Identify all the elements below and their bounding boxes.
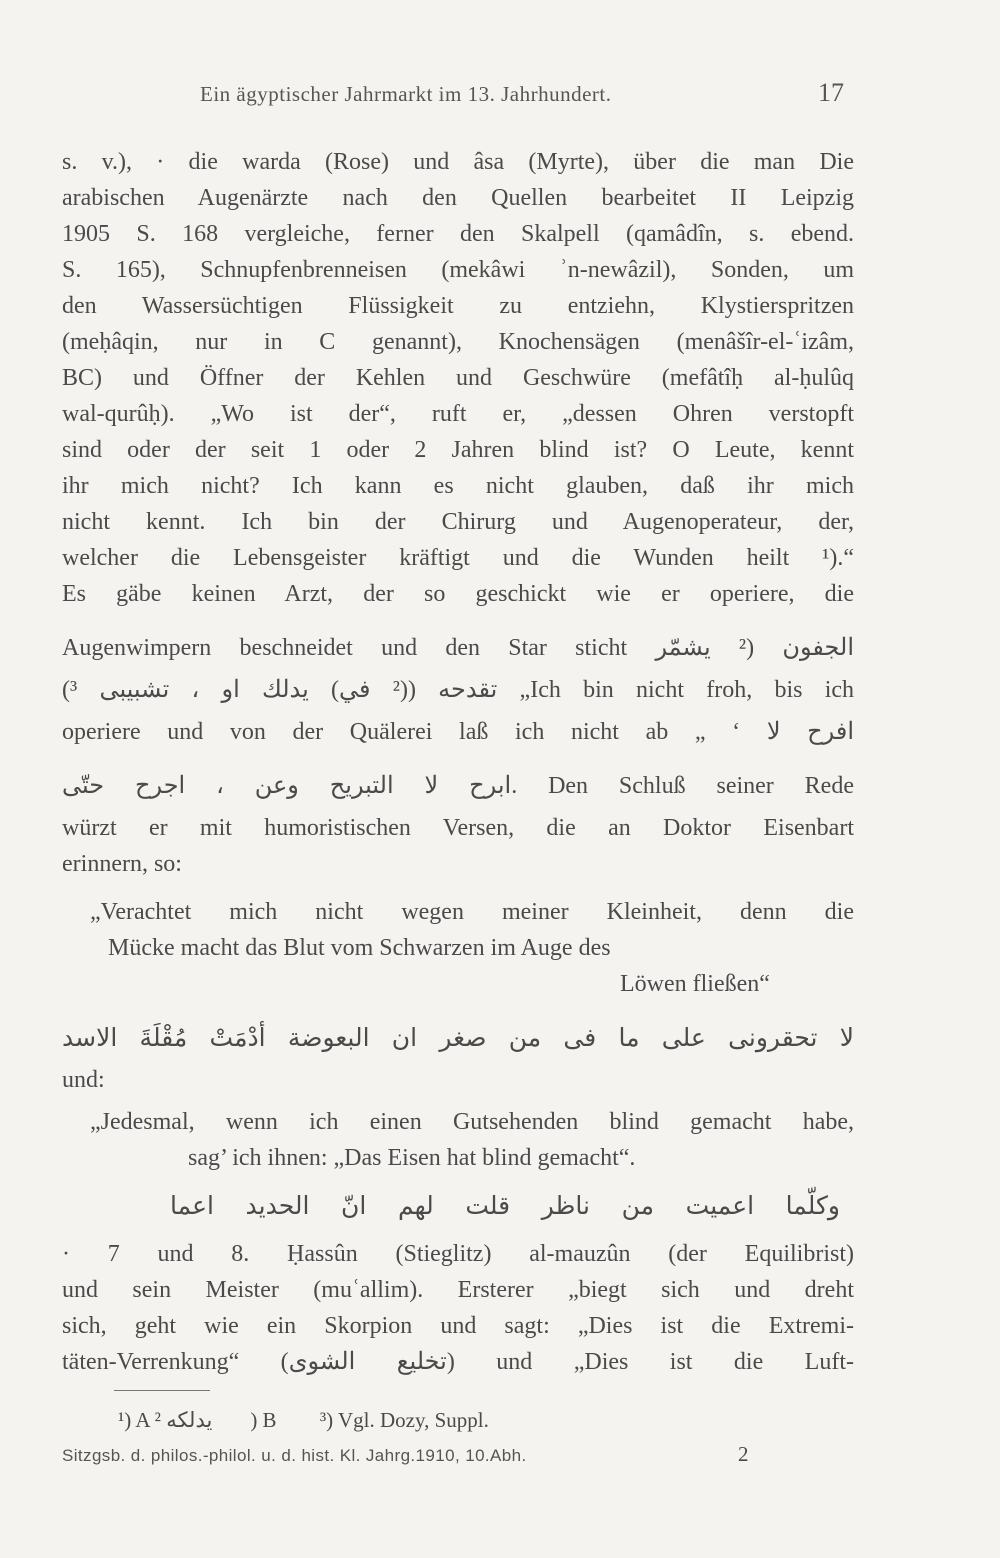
body-line: · 7 und 8. Ḥassûn (Stieglitz) al-mauzûn (der Equilibrist) (62, 1241, 854, 1267)
body-line: Es gäbe keinen Arzt, der so geschickt wie er operiere, die (62, 581, 854, 607)
body-line: Augenwimpern beschneidet und den Star sticht الجفون (² يشمّر (62, 635, 854, 661)
running-title: Ein ägyptischer Jahrmarkt im 13. Jahrhundert. (200, 82, 612, 106)
verse-line: sag’ ich ihnen: „Das Eisen hat blind gemacht“. (188, 1145, 636, 1171)
body-line: operiere und von der Quälerei laß ich nicht ab „ ‘ افرح لا (62, 719, 855, 745)
body-line: (meḥâqin, nur in C genannt), Knochensägen (menâšîr-el-ʿizâm, (62, 329, 854, 355)
body-line: nicht kennt. Ich bin der Chirurg und Augenoperateur, der, (62, 509, 854, 535)
body-line: BC) und Öffner der Kehlen und Geschwüre (mefâtîḥ al-ḥulûq (62, 365, 854, 391)
body-line: sind oder der seit 1 oder 2 Jahren blind ist? O Leute, kennt (62, 437, 854, 463)
body-line: und sein Meister (muʿallim). Ersterer „biegt sich und dreht (62, 1277, 854, 1303)
footnote-3: ³) Vgl. Dozy, Suppl. (319, 1408, 489, 1432)
arabic-verse: وكلّما اعميت من ناظر قلت لهم انّ الحديد اعما (170, 1191, 840, 1220)
footnote-1: ¹) A يدلكه (118, 1408, 213, 1432)
body-line: würzt er mit humoristischen Versen, die an Doktor Eisenbart (62, 815, 854, 841)
footnote-rule (114, 1390, 210, 1391)
body-line: ihr mich nicht? Ich kann es nicht glauben, daß ihr mich (62, 473, 854, 499)
body-line: erinnern, so: (62, 851, 182, 877)
body-line: den Wassersüchtigen Flüssigkeit zu entziehn, Klystierspritzen (62, 293, 854, 319)
body-line: arabischen Augenärzte nach den Quellen bearbeitet II Leipzig (62, 185, 854, 211)
signature-mark: 2 (738, 1442, 749, 1466)
arabic-verse: لا تحقرونى على ما فى من صغر ان البعوضة أدْمَتْ مُقْلَةَ الاسد (62, 1023, 854, 1052)
body-line: täten-Verrenkung“ (تخليع الشوى) und „Dies ist die Luft- (62, 1349, 854, 1375)
body-line: sich, geht wie ein Skorpion und sagt: „Dies ist die Extremi- (62, 1313, 854, 1339)
page-number: 17 (818, 78, 844, 107)
body-line: welcher die Lebensgeister kräftigt und die Wunden heilt ¹).“ (62, 545, 854, 571)
footnote-2: ²) B (154, 1408, 277, 1432)
body-line: (³ تقدحه ((² في) يدلك او ، تشبيبى „Ich bin nicht froh, bis ich (62, 677, 855, 703)
body-line: ابرح لا التبريح وعن ، اجرح حتّى. Den Schluß seiner Rede (62, 773, 854, 799)
body-line: wal-qurûḥ). „Wo ist der“, ruft er, „dessen Ohren verstopft (62, 401, 854, 427)
body-line: s. v.), · die warda (Rose) und âsa (Myrte), über die man Die (62, 149, 854, 175)
verse-line: „Verachtet mich nicht wegen meiner Kleinheit, denn die (90, 899, 854, 925)
footnotes (118, 1408, 527, 1433)
verse-line: Mücke macht das Blut vom Schwarzen im Auge des (108, 935, 611, 961)
verse-line: Löwen fließen“ (620, 971, 770, 997)
body-line: und: (62, 1067, 105, 1093)
verse-line: „Jedesmal, wenn ich einen Gutsehenden blind gemacht habe, (90, 1109, 854, 1135)
colophon: Sitzgsb. d. philos.-philol. u. d. hist. Kl. Jahrg.1910, 10.Abh. (62, 1446, 527, 1465)
body-line: S. 165), Schnupfenbrenneisen (mekâwi ʾn-newâzil), Sonden, um (62, 257, 854, 283)
body-line: 1905 S. 168 vergleiche, ferner den Skalpell (qamâdîn, s. ebend. (62, 221, 854, 247)
